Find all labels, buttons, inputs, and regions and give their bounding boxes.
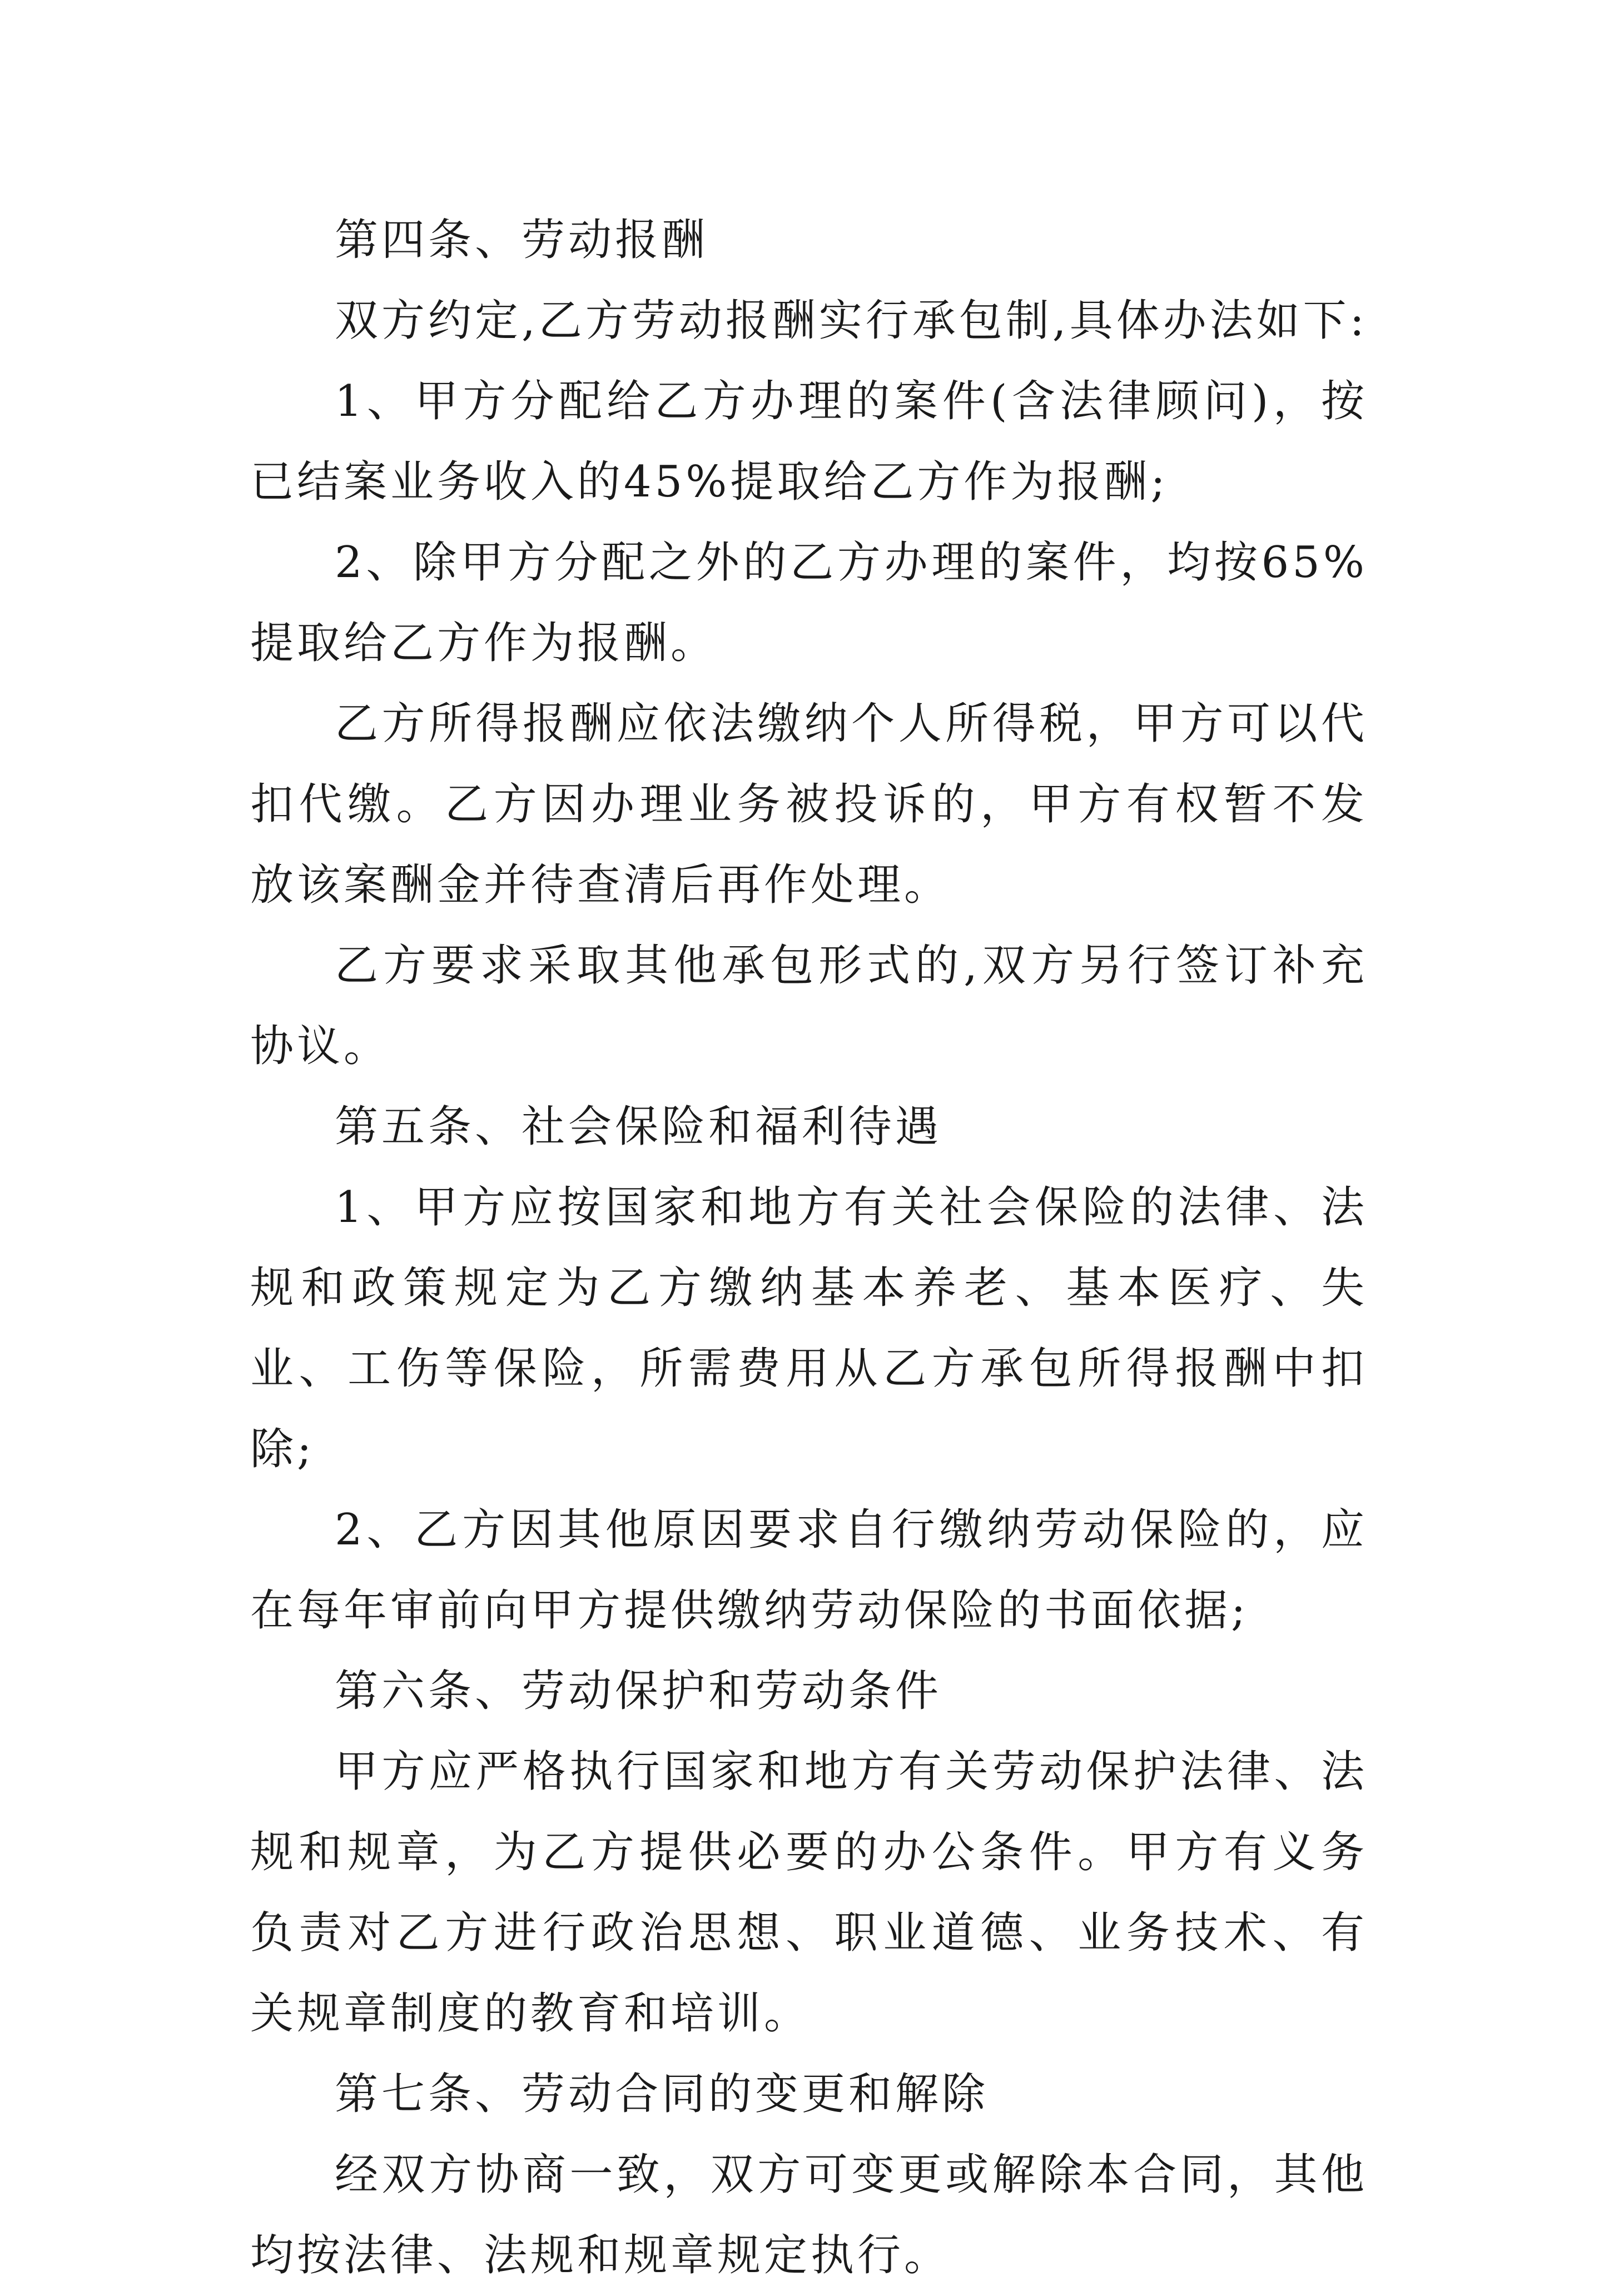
- paragraph: 经双方协商一致，双方可变更或解除本合同，其他均按法律、法规和规章规定执行。: [250, 2150, 1368, 2280]
- paragraph: 2、乙方因其他原因要求自行缴纳劳动保险的，应在每年审前向甲方提供缴纳劳动保险的书面依据;: [250, 1505, 1368, 1636]
- article-4-heading: 第四条、劳动报酬: [335, 215, 709, 265]
- paragraph: 乙方要求采取其他承包形式的,双方另行签订补充协议。: [250, 941, 1368, 1071]
- article-5-heading: 第五条、社会保险和福利待遇: [335, 1102, 942, 1152]
- paragraph: 2、除甲方分配之外的乙方办理的案件，均按65%提取给乙方作为报酬。: [250, 538, 1368, 668]
- paragraph: 乙方所得报酬应依法缴纳个人所得税，甲方可以代扣代缴。乙方因办理业务被投诉的，甲方有权暂不发放该案酬金并待查清后再作处理。: [250, 699, 1368, 910]
- paragraph: 甲方应严格执行国家和地方有关劳动保护法律、法规和规章，为乙方提供必要的办公条件。甲方有义务负责对乙方进行政治思想、职业道德、业务技术、有关规章制度的教育和培训。: [250, 1747, 1368, 2039]
- paragraph: 1、甲方应按国家和地方有关社会保险的法律、法规和政策规定为乙方缴纳基本养老、基本医疗、失业、工伤等保险，所需费用从乙方承包所得报酬中扣除;: [250, 1182, 1368, 1474]
- article-7-heading: 第七条、劳动合同的变更和解除: [335, 2069, 989, 2119]
- document-body: [250, 200, 1368, 2296]
- article-6-heading: 第六条、劳动保护和劳动条件: [335, 1666, 942, 1716]
- paragraph: 双方约定,乙方劳动报酬实行承包制,具体办法如下:: [335, 296, 1368, 346]
- paragraph: 1、甲方分配给乙方办理的案件(含法律顾问)，按已结案业务收入的45%提取给乙方作为报酬;: [250, 376, 1368, 507]
